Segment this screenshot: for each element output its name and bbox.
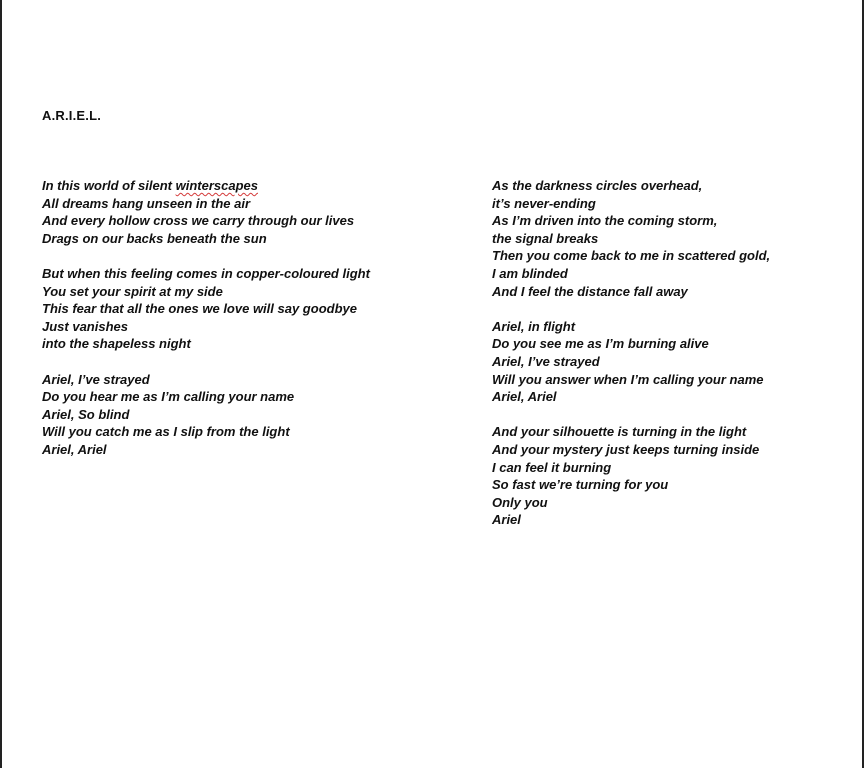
stanza [42,265,370,353]
stanza [42,371,370,459]
lyric-line: And I feel the distance fall away [492,283,688,299]
lyric-line: As the darkness circles overhead, [492,178,703,193]
lyric-line-text: In this world of silent [42,178,176,193]
stanza [492,423,770,529]
lyric-line: I am blinded [492,265,568,281]
lyric-line: I can feel it burning [492,459,612,475]
lyric-line: Ariel, So blind [42,406,130,422]
lyric-line: into the shapeless night [42,336,191,352]
lyric-line: As I’m driven into the coming storm, [492,213,718,229]
lyric-line: Will you catch me as I slip from the light [42,424,290,440]
lyrics-column-left [42,177,370,476]
lyric-line: You set your spirit at my side [42,283,223,299]
lyric-line: Ariel, in flight [492,318,576,334]
lyric-line: And every hollow cross we carry through our lives [42,213,355,229]
stanza [492,318,770,406]
lyric-line: Do you hear me as I’m calling your name [42,389,295,405]
stanza [492,177,770,300]
lyric-line: Will you answer when I’m calling your name [492,371,764,387]
lyric-line: And your silhouette is turning in the light [492,424,747,440]
lyric-line: the signal breaks [492,230,599,246]
lyric-line: So fast we’re turning for you [492,477,669,493]
lyric-line: But when this feeling comes in copper-coloured light [42,265,370,281]
lyric-line: Ariel, Ariel [492,389,557,405]
lyric-line: Ariel, Ariel [42,441,107,457]
lyric-line: Drags on our backs beneath the sun [42,230,267,246]
lyric-line: Do you see me as I’m burning alive [492,336,709,352]
lyric-line: Ariel, I’ve strayed [492,353,600,369]
lyrics-column-right [492,177,770,546]
lyric-line: Just vanishes [42,318,128,334]
spellcheck-flagged-word[interactable]: winterscapes [175,178,258,193]
lyric-line: Ariel, I’ve strayed [42,371,150,387]
lyric-line: Ariel [492,512,521,528]
lyric-line: Only you [492,494,548,510]
lyric-line: it’s never-ending [492,195,596,211]
lyric-line [42,177,370,195]
lyric-line: All dreams hang unseen in the air [42,195,251,211]
lyric-line: And your mystery just keeps turning inside [492,441,760,457]
lyric-line: Then you come back to me in scattered gold, [492,248,771,264]
document-title: A.R.I.E.L. [42,108,102,123]
stanza [42,177,370,247]
lyric-line: This fear that all the ones we love will say goodbye [42,301,357,317]
